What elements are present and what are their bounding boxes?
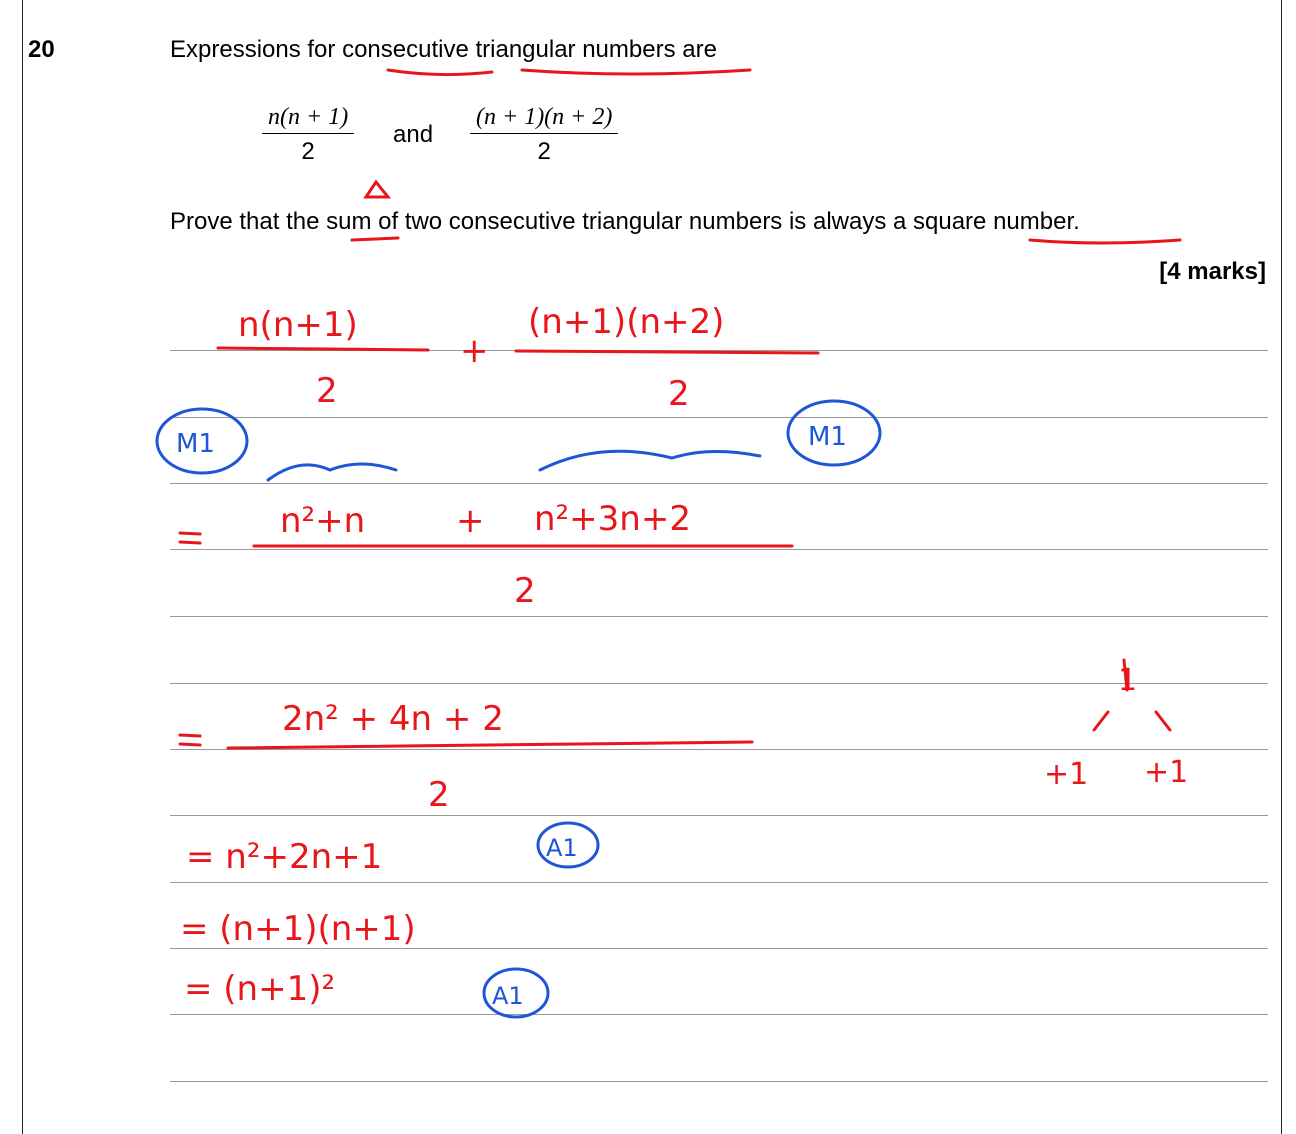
underline-consecutive — [388, 70, 492, 75]
hw-line3-denominator: 2 — [428, 775, 450, 815]
expression-1-numerator: n(n + 1) — [262, 104, 354, 134]
equals-sign — [180, 735, 200, 745]
tree-left-label: +1 — [1044, 757, 1089, 792]
hw-line3-numerator: 2n² + 4n + 2 — [282, 699, 504, 739]
underline-sum — [352, 238, 398, 240]
question-number: 20 — [28, 36, 55, 63]
underline-square-number — [1030, 240, 1180, 243]
hw-denominator-b: 2 — [668, 374, 690, 414]
hw-line4: = n²+2n+1 — [186, 837, 383, 877]
fraction-bar-4 — [228, 742, 752, 748]
hw-denominator-a: 2 — [316, 371, 338, 411]
mark-a1-first: A1 — [546, 834, 578, 862]
hw-line6: = (n+1)² — [184, 969, 336, 1009]
hw-line5: = (n+1)(n+1) — [180, 909, 416, 949]
mark-a1-second: A1 — [492, 982, 524, 1010]
expression-2-denominator: 2 — [537, 138, 551, 165]
tree-top: 1 — [1118, 663, 1138, 698]
brace-left — [268, 464, 396, 480]
tree-branch-right — [1156, 712, 1170, 730]
mark-m1-right: M1 — [808, 422, 847, 452]
question-intro: Expressions for consecutive triangular numbers are — [170, 36, 717, 63]
tree-branch-left — [1094, 712, 1108, 730]
hw-line2-a: n²+n — [280, 501, 366, 541]
hw-plus: + — [460, 331, 489, 371]
fraction-bar-1 — [218, 348, 428, 350]
marks-label: [4 marks] — [1159, 258, 1266, 285]
hw-numerator-b: (n+1)(n+2) — [528, 302, 725, 342]
and-text: and — [393, 121, 434, 148]
fraction-bar-2 — [516, 351, 818, 353]
expression-1-denominator: 2 — [301, 138, 315, 165]
hw-line2-plus: + — [456, 501, 485, 541]
mark-m1-left: M1 — [176, 429, 215, 459]
triangle-mark — [366, 182, 388, 197]
hw-line2-b: n²+3n+2 — [534, 499, 691, 539]
hw-numerator-a: n(n+1) — [238, 305, 358, 345]
brace-right — [540, 451, 760, 470]
question-prompt: Prove that the sum of two consecutive triangular numbers is always a square number. — [170, 208, 1080, 235]
equals-sign — [180, 533, 200, 543]
hw-line2-denominator: 2 — [514, 571, 536, 611]
tree-right-label: +1 — [1144, 755, 1189, 790]
expression-2-numerator: (n + 1)(n + 2) — [470, 104, 618, 134]
underline-triangular-numbers — [522, 70, 750, 74]
